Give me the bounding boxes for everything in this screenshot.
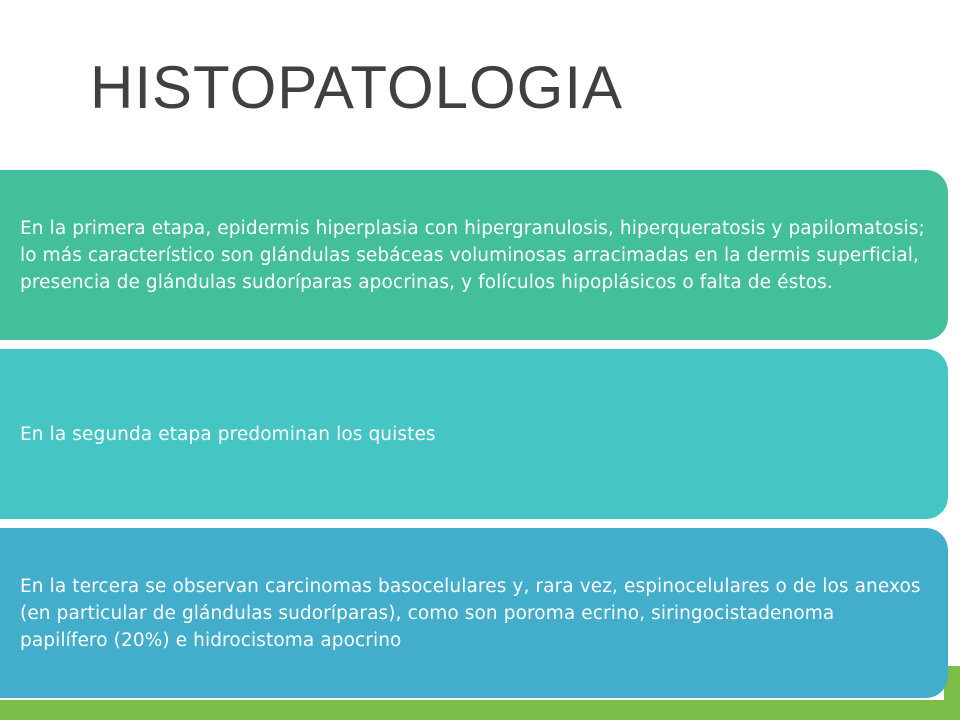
stage-1-block bbox=[0, 170, 948, 340]
stage-2-text: En la segunda etapa predominan los quistes bbox=[20, 423, 436, 445]
stage-3-block bbox=[0, 528, 948, 698]
stage-2-block bbox=[0, 349, 948, 519]
accent-bar bbox=[0, 700, 960, 720]
slide-title: HISTOPATOLOGIA bbox=[90, 54, 624, 121]
stage-1-text: En la primera etapa, epidermis hiperplasia con hipergranulosis, hiperqueratosis y papilomatosis; lo más característico son glándulas sebáceas voluminosas arracimadas en la dermis superficial, presencia de glándulas sudoríparas apocrinas, y folículos hipoplásicos o falta de éstos. bbox=[20, 217, 925, 293]
stage-3-text: En la tercera se observan carcinomas basocelulares y, rara vez, espinocelulares o de los anexos (en particular de glándulas sudoríparas), como son poroma ecrino, siringocistadenoma papilífero (20%) e hidrocistoma apocrino bbox=[20, 575, 921, 651]
